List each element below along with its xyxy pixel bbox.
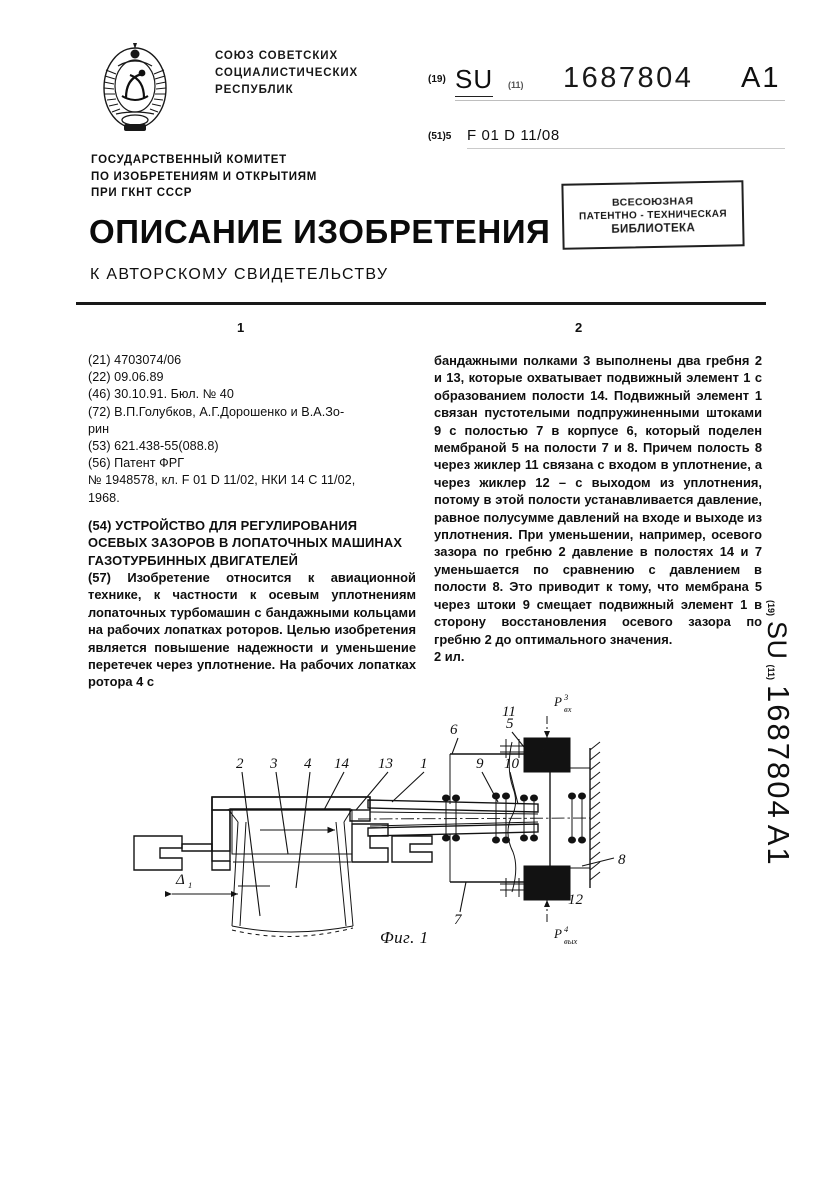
callout-7: 7	[454, 912, 462, 928]
jet-11	[524, 716, 570, 772]
patent-number: 1687804	[563, 62, 694, 94]
side-patent-number: 1687804	[761, 685, 796, 820]
callout-13: 13	[378, 756, 393, 772]
callout-3: 3	[270, 756, 278, 772]
header-rule-upper	[455, 100, 785, 101]
abstract-part-2: бандажными полками 3 выполнены два гребня 2 и 13, которые охватывает подвижный элемент 1 с образованием полости 14. Подвижный элемент 1 связан пустотелыми подпружиненными штоками 9 с полостью 7 в корпусе 6, который поделен мембраной 5 на полости 7 и 8. Причем полость 8 через жиклер 11 связана с входом в уплотнение, а через жиклер 12 – с выходом из уплотнения, потому в этой полости устанавливается давление, равное полусумме давлений на входе и выходе из уплотнения. При уменьшении, например, осевого зазора по гребню 2 давление в полостях 14 и 7 уменьшается по сравнению с давлением в полости 8. Это приводит к тому, что мембрана 5 через штоки 9 смещает подвижный элемент 1 в сторону восстановления осевого зазора по гребню 2 до оптимального значения.	[434, 353, 762, 647]
stator-left-block	[134, 836, 212, 870]
side-patent-marking	[762, 600, 822, 960]
publication-info: (46) 30.10.91. Бюл. № 40	[88, 387, 234, 402]
callout-12: 12	[568, 892, 583, 908]
cavity-14-outline	[228, 809, 352, 854]
seal-body-right	[352, 824, 432, 862]
pressure-out-symbol: Р	[554, 926, 562, 941]
committee-line-3: ПРИ ГКНТ СССР	[91, 187, 193, 199]
callout-8: 8	[618, 852, 626, 868]
country-line-2: СОЦИАЛИСТИЧЕСКИХ	[215, 67, 359, 79]
left-text-column	[88, 352, 416, 691]
stamp-line-3: БИБЛИОТЕКА	[611, 221, 696, 236]
callout-2: 2	[236, 756, 244, 772]
inid-code-51: (51)5	[428, 131, 452, 142]
country-code-su: SU	[455, 64, 493, 97]
callout-10: 10	[504, 756, 519, 772]
callout-11: 11	[502, 704, 516, 720]
country-name-block	[215, 48, 358, 99]
filing-date: (22) 09.06.89	[88, 370, 164, 385]
references-line-3: 1968.	[88, 490, 120, 505]
jet-12	[524, 866, 570, 922]
side-kind-code: A1	[761, 824, 796, 867]
country-line-1: СОЮЗ СОВЕТСКИХ	[215, 50, 339, 62]
callout-1: 1	[420, 756, 428, 772]
references-line-2: № 1948578, кл. F 01 D 11/02, НКИ 14 С 11/02,	[88, 473, 356, 488]
gap-delta-symbol: Δ	[176, 872, 185, 888]
inventors-line-1: (72) В.П.Голубков, А.Г.Дорошенко и В.А.Зо-	[88, 404, 345, 419]
pressure-in-symbol: Р	[554, 694, 562, 709]
illustration-count: 2 ил.	[434, 648, 465, 664]
side-inid-11: (11)	[766, 664, 776, 681]
stamp-line-2: ПАТЕНТНО - ТЕХНИЧЕСКАЯ	[578, 208, 728, 222]
column-number-left: 1	[237, 320, 245, 335]
inventors-line-2: рин	[88, 421, 110, 436]
hollow-rods-9-10	[358, 800, 590, 836]
invention-title: (54) УСТРОЙСТВО ДЛЯ РЕГУЛИРОВАНИЯ ОСЕВЫХ ЗАЗОРОВ В ЛОПАТОЧНЫХ МАШИНАХ ГАЗОТУРБИННЫХ ДВИГАТЕЛЕЙ	[88, 517, 403, 568]
side-inid-19: (19)	[766, 600, 776, 617]
page-title: ОПИСАНИЕ ИЗОБРЕТЕНИЯ	[89, 213, 551, 250]
inid-code-19: (19)	[428, 74, 446, 85]
column-number-right: 2	[575, 320, 583, 335]
references-line-1: (56) Патент ФРГ	[88, 456, 185, 471]
ipc-classification: F 01 D 11/08	[467, 127, 560, 144]
udc-code: (53) 621.438-55(088.8)	[88, 439, 219, 454]
bibliographic-block	[88, 352, 416, 507]
callout-5: 5	[506, 716, 514, 732]
committee-line-2: ПО ИЗОБРЕТЕНИЯМ И ОТКРЫТИЯМ	[91, 170, 317, 183]
page-subtitle: К АВТОРСКОМУ СВИДЕТЕЛЬСТВУ	[90, 266, 389, 283]
gap-dimension	[172, 886, 270, 894]
patent-kind-code: A1	[741, 62, 781, 94]
stamp-line-1: ВСЕСОЮЗНАЯ	[611, 194, 694, 209]
side-country-code: SU	[762, 621, 792, 660]
gap-label	[175, 872, 192, 890]
callout-14: 14	[334, 756, 349, 772]
header-divider	[76, 302, 766, 305]
callout-4: 4	[304, 756, 312, 772]
state-committee-block	[91, 152, 317, 202]
application-number: (21) 4703074/06	[88, 353, 182, 367]
inid-code-11: (11)	[508, 80, 524, 90]
callout-9: 9	[476, 756, 484, 772]
ussr-coat-of-arms-icon	[92, 36, 178, 136]
callout-6: 6	[450, 722, 458, 738]
pressure-out-subscript: вых	[564, 936, 578, 946]
abstract-part-1: (57) Изобретение относится к авиационной технике, к частности к осевым уплотнениям лопаточных турбомашин с бандажными кольцами на рабочих лопатках роторов. Целью изобретения является повышение надежности и уменьшение перетечек через уплотнение. На рабочих лопатках ротора 4 с	[88, 570, 416, 690]
right-text-column	[434, 352, 762, 665]
header-rule-lower	[467, 148, 785, 149]
pressure-in-superscript: 3	[564, 692, 569, 702]
pressure-in-subscript: вх	[564, 704, 572, 714]
country-line-3: РЕСПУБЛИК	[215, 84, 294, 96]
pressure-out-superscript: 4	[564, 924, 569, 934]
pressure-outlet-label	[553, 924, 577, 946]
pressure-inlet-label	[553, 692, 572, 714]
gap-delta-subscript: 1	[188, 880, 193, 890]
committee-line-1: ГОСУДАРСТВЕННЫЙ КОМИТЕТ	[91, 154, 287, 166]
library-stamp	[561, 180, 744, 249]
figure-caption: Фиг. 1	[380, 928, 429, 947]
